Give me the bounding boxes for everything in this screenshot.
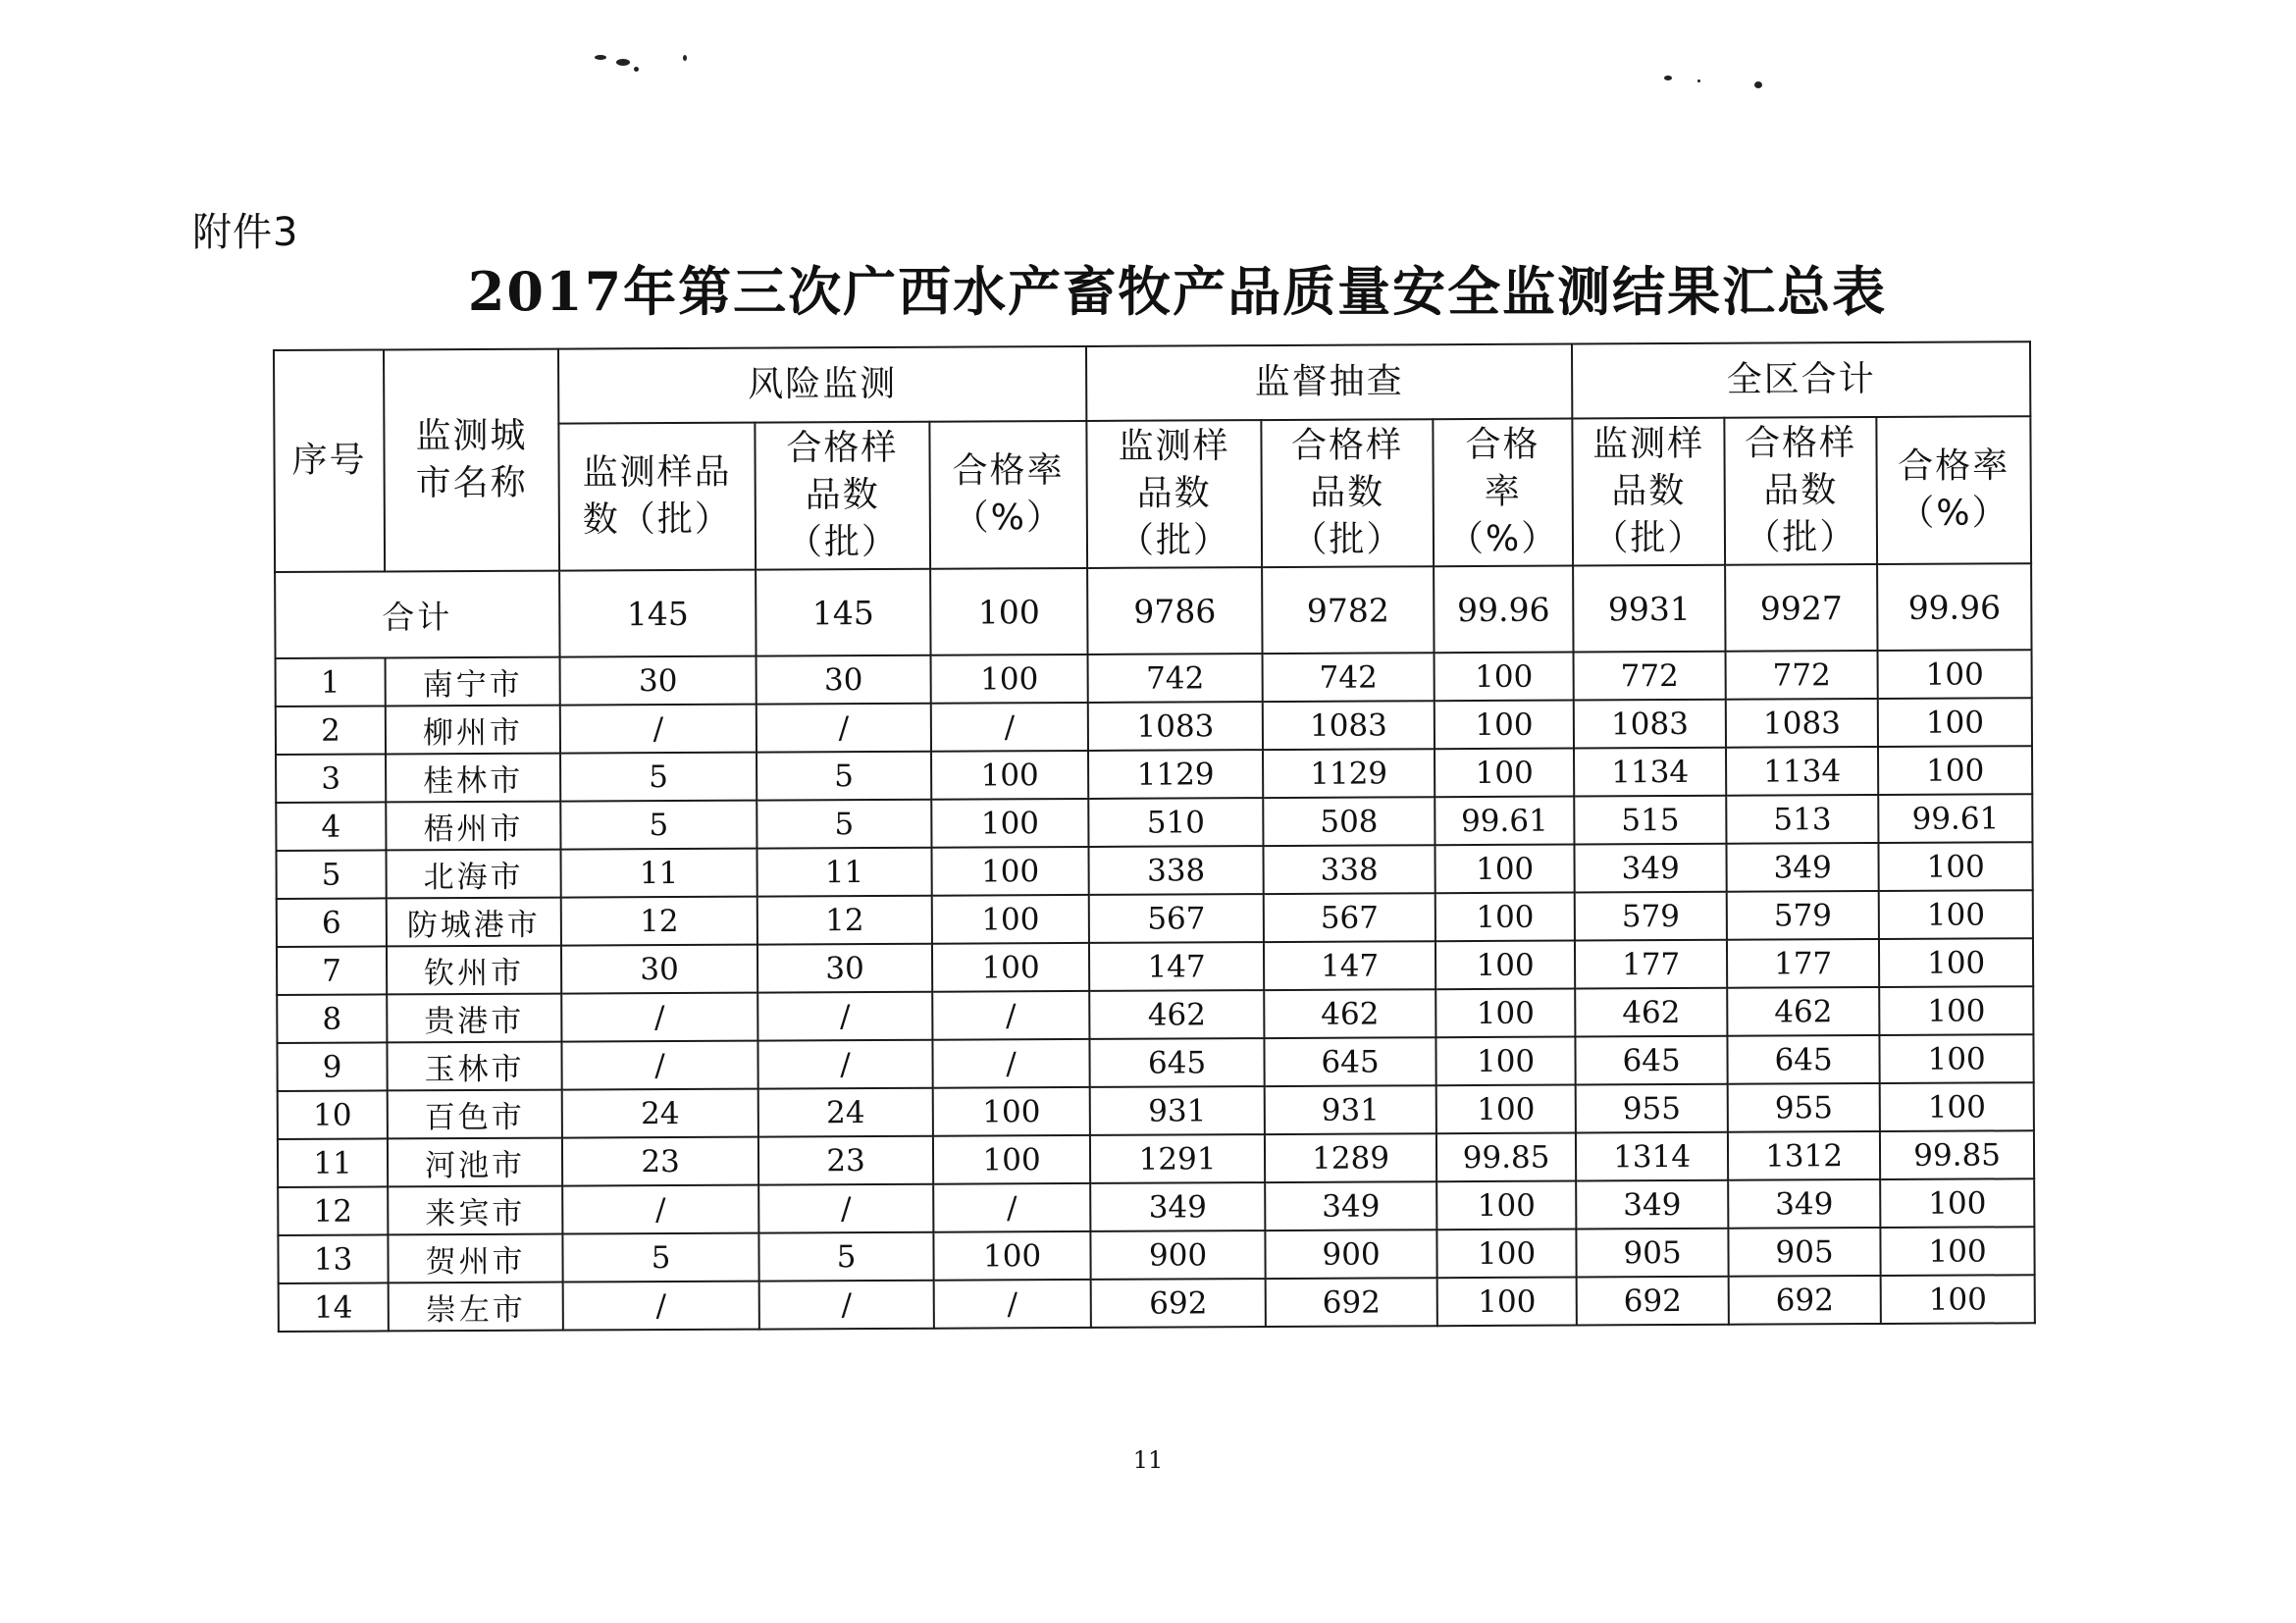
row-index: 14 [279, 1283, 389, 1332]
row-value: 11 [757, 848, 931, 897]
document-title: 2017年第三次广西水产畜牧产品质量安全监测结果汇总表 [467, 260, 1888, 323]
row-value: 955 [1728, 1083, 1880, 1132]
row-value: / [932, 991, 1089, 1040]
row-index: 3 [276, 754, 386, 803]
row-value: 508 [1263, 797, 1435, 846]
scan-speck [1664, 76, 1672, 80]
table-row [276, 650, 2032, 707]
row-index: 5 [276, 850, 386, 899]
total-value: 100 [930, 568, 1087, 655]
header-group-supervision: 监督抽查 [1086, 344, 1572, 421]
row-value: 100 [931, 799, 1088, 848]
row-value: 100 [931, 847, 1088, 896]
row-city: 钦州市 [387, 946, 561, 995]
scan-speck [634, 67, 639, 72]
subheader-1: 合格样品数（批） [755, 422, 930, 570]
row-value: 1312 [1728, 1131, 1880, 1180]
total-value: 9786 [1087, 567, 1262, 654]
row-value: 567 [1089, 894, 1264, 943]
row-value: 349 [1728, 1179, 1880, 1229]
row-value: 349 [1575, 844, 1727, 893]
row-value: / [563, 1282, 759, 1331]
header-city: 监测城市名称 [384, 349, 559, 572]
row-value: 692 [1729, 1276, 1881, 1325]
row-value: 99.85 [1880, 1130, 2034, 1179]
row-index: 2 [276, 706, 386, 755]
subheader-4: 合格样品数（批） [1261, 419, 1434, 567]
row-value: 5 [562, 1233, 758, 1283]
row-value: 24 [758, 1088, 933, 1137]
row-value: 99.85 [1436, 1133, 1576, 1182]
table-row [276, 746, 2032, 803]
row-value: 645 [1727, 1035, 1879, 1084]
row-value: 5 [757, 800, 931, 849]
row-value: 5 [560, 801, 757, 850]
row-value: / [561, 1041, 757, 1090]
row-value: 1129 [1088, 750, 1263, 799]
page-number: 11 [1132, 1446, 1164, 1474]
row-value: 513 [1726, 795, 1878, 844]
row-value: 100 [933, 1135, 1090, 1184]
row-value: 5 [757, 752, 931, 801]
row-value: / [933, 1183, 1090, 1232]
row-value: 11 [560, 849, 757, 898]
table-row [277, 1034, 2033, 1091]
row-value: / [759, 1281, 934, 1330]
row-index: 7 [277, 946, 387, 995]
row-value: / [931, 703, 1088, 752]
row-value: 100 [1879, 938, 2033, 987]
row-index: 11 [278, 1138, 388, 1187]
row-index: 1 [276, 657, 386, 707]
subheader-5: 合格率（%） [1433, 419, 1573, 567]
total-value: 99.96 [1877, 563, 2031, 651]
subheader-8: 合格率（%） [1876, 416, 2031, 564]
row-value: 931 [1265, 1085, 1436, 1134]
row-value: 900 [1265, 1230, 1436, 1279]
row-value: 147 [1089, 942, 1264, 991]
table-row [278, 1227, 2034, 1283]
row-index: 6 [277, 898, 387, 947]
row-value: 100 [1436, 1230, 1576, 1279]
row-value: 462 [1264, 989, 1435, 1038]
row-value: 1129 [1263, 749, 1435, 798]
row-value: 931 [1090, 1086, 1265, 1135]
total-value: 9931 [1573, 565, 1725, 653]
row-value: 510 [1088, 798, 1263, 847]
total-value: 9927 [1725, 564, 1877, 652]
row-value: 100 [1878, 650, 2032, 699]
row-index: 10 [278, 1090, 388, 1139]
row-value: / [932, 1039, 1089, 1088]
table-row [276, 794, 2032, 851]
row-value: 338 [1264, 845, 1435, 894]
subheader-0: 监测样品数（批） [558, 423, 756, 571]
row-value: 645 [1576, 1036, 1728, 1085]
subheader-3: 监测样品数（批） [1086, 420, 1262, 568]
row-value: 567 [1264, 893, 1435, 942]
row-value: 1314 [1576, 1132, 1728, 1181]
row-value: 349 [1576, 1180, 1728, 1230]
row-value: 349 [1090, 1182, 1265, 1231]
row-value: 12 [757, 896, 932, 945]
total-row [275, 563, 2032, 658]
row-value: 100 [1879, 842, 2033, 891]
row-value: 100 [1435, 701, 1574, 750]
scan-speck [683, 55, 687, 61]
row-value: 100 [1435, 749, 1574, 798]
row-city: 梧州市 [386, 802, 560, 851]
table-row [278, 1130, 2034, 1187]
row-value: 1291 [1090, 1134, 1265, 1183]
results-table-container [273, 340, 2034, 1333]
row-value: 100 [1435, 941, 1575, 990]
row-value: 338 [1089, 846, 1264, 895]
row-value: 1083 [1088, 702, 1263, 751]
row-value: 5 [560, 753, 757, 802]
row-value: 515 [1574, 796, 1726, 845]
scan-speck [595, 55, 606, 60]
row-value: 1134 [1726, 747, 1878, 796]
row-value: 905 [1728, 1228, 1880, 1277]
row-value: 579 [1727, 891, 1879, 940]
row-value: 100 [1435, 893, 1575, 942]
table-row [276, 698, 2032, 755]
row-value: 147 [1264, 941, 1435, 990]
row-value: 900 [1090, 1230, 1265, 1280]
table-row [276, 842, 2032, 899]
row-index: 8 [277, 994, 387, 1043]
row-value: / [562, 1185, 758, 1234]
row-value: 772 [1726, 651, 1878, 700]
row-value: 100 [931, 751, 1088, 800]
row-value: 99.61 [1878, 794, 2032, 843]
scan-speck [1754, 81, 1762, 88]
row-value: 100 [1880, 1082, 2034, 1131]
row-value: 100 [1436, 1181, 1576, 1230]
row-value: 742 [1088, 654, 1263, 703]
row-value: 100 [1881, 1275, 2035, 1324]
row-city: 崇左市 [389, 1283, 563, 1332]
subheader-2: 合格率（%） [929, 421, 1087, 569]
table-row [277, 986, 2033, 1043]
row-value: 462 [1089, 990, 1264, 1039]
row-index: 4 [276, 802, 386, 851]
row-value: 23 [758, 1136, 933, 1185]
row-value: 100 [1435, 845, 1575, 894]
row-value: 645 [1089, 1038, 1264, 1087]
row-value: 30 [757, 655, 931, 705]
total-label: 合计 [275, 571, 559, 658]
subheader-6: 监测样品数（批） [1572, 418, 1725, 566]
row-value: 177 [1727, 939, 1879, 988]
row-value: 99.61 [1435, 797, 1574, 846]
row-value: 349 [1265, 1181, 1436, 1230]
row-value: / [560, 705, 757, 754]
total-value: 145 [756, 569, 930, 656]
table-row [277, 938, 2033, 995]
subheader-7: 合格样品数（批） [1724, 417, 1877, 565]
row-value: 100 [1435, 1037, 1575, 1086]
table-header [274, 341, 2031, 572]
results-table [273, 340, 2036, 1333]
row-value: 100 [1879, 890, 2033, 939]
row-city: 来宾市 [388, 1186, 562, 1235]
row-value: 23 [562, 1137, 758, 1186]
row-index: 12 [278, 1186, 388, 1235]
row-value: 100 [932, 943, 1089, 992]
row-value: / [757, 992, 932, 1041]
row-value: 742 [1263, 653, 1435, 702]
row-value: 100 [1880, 1227, 2034, 1276]
row-city: 玉林市 [387, 1042, 561, 1091]
row-value: 692 [1577, 1277, 1729, 1326]
row-value: 1083 [1726, 699, 1878, 748]
row-value: 24 [562, 1089, 758, 1138]
row-city: 河池市 [388, 1138, 562, 1187]
row-value: 462 [1727, 987, 1879, 1036]
row-value: / [934, 1280, 1091, 1329]
row-city: 防城港市 [387, 898, 561, 947]
table-row [279, 1275, 2035, 1332]
row-city: 百色市 [388, 1090, 562, 1139]
row-city: 南宁市 [386, 657, 560, 707]
row-value: 100 [1878, 746, 2032, 795]
row-value: 905 [1576, 1229, 1728, 1278]
header-group-risk: 风险监测 [558, 346, 1086, 424]
row-value: 100 [1879, 986, 2033, 1035]
row-value: 1083 [1574, 700, 1726, 749]
row-value: 645 [1264, 1037, 1435, 1086]
row-value: 1289 [1265, 1133, 1436, 1182]
row-value: 30 [757, 944, 932, 993]
row-index: 9 [277, 1042, 387, 1091]
row-value: 100 [931, 654, 1088, 704]
row-city: 贵港市 [387, 994, 561, 1043]
row-value: 30 [561, 945, 757, 994]
row-value: 955 [1576, 1084, 1728, 1133]
row-value: 100 [933, 1087, 1090, 1136]
row-value: / [757, 704, 931, 753]
total-value: 145 [559, 570, 756, 657]
row-value: / [757, 1040, 932, 1089]
row-value: 12 [561, 897, 757, 946]
row-value: 1134 [1574, 748, 1726, 797]
row-value: 349 [1727, 843, 1879, 892]
row-value: 462 [1575, 988, 1727, 1037]
header-group-total: 全区合计 [1572, 341, 2030, 418]
row-value: 579 [1575, 892, 1727, 941]
row-city: 贺州市 [388, 1234, 562, 1283]
row-value: 100 [1437, 1278, 1577, 1327]
row-value: 5 [758, 1232, 933, 1282]
row-value: 692 [1266, 1278, 1437, 1327]
row-value: 692 [1091, 1279, 1266, 1328]
row-value: / [561, 993, 757, 1042]
total-value: 9782 [1262, 566, 1434, 654]
row-value: 100 [1880, 1178, 2034, 1228]
row-value: 100 [933, 1231, 1090, 1281]
table-row [278, 1178, 2034, 1235]
row-value: 100 [1435, 653, 1574, 702]
table-row [277, 890, 2033, 947]
row-value: 100 [1436, 1085, 1576, 1134]
row-value: 100 [1879, 1034, 2033, 1083]
scan-speck [1697, 79, 1700, 82]
row-value: 772 [1574, 652, 1726, 701]
row-value: 100 [1435, 989, 1575, 1038]
row-value: 100 [1878, 698, 2032, 747]
row-value: / [758, 1184, 933, 1233]
row-index: 13 [278, 1234, 388, 1283]
row-value: 1083 [1263, 701, 1435, 750]
total-value: 99.96 [1434, 566, 1573, 654]
row-value: 30 [560, 656, 757, 706]
table-row [278, 1082, 2034, 1139]
annex-label: 附件3 [192, 210, 299, 255]
scan-speck [616, 59, 630, 66]
row-value: 177 [1575, 940, 1727, 989]
row-city: 北海市 [386, 850, 560, 899]
row-city: 桂林市 [386, 754, 560, 803]
row-city: 柳州市 [386, 706, 560, 755]
header-index: 序号 [274, 349, 385, 572]
row-value: 100 [932, 895, 1089, 944]
table-body [275, 563, 2035, 1332]
